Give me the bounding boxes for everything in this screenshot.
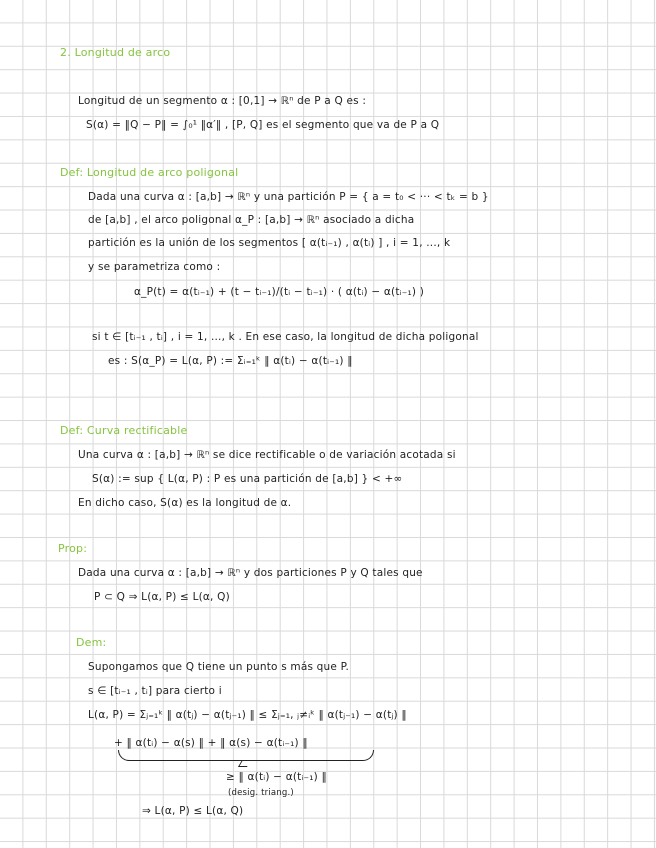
prop-heading: Prop: [58,542,88,555]
dem-line: Supongamos que Q tiene un punto s más que P. [88,661,350,673]
dem-triangle-bound: ≥ ‖ α(tᵢ) − α(tᵢ₋₁) ‖ [226,771,327,783]
def-polygonal-line: de [a,b] , el arco poligonal α_P : [a,b] → ℝⁿ asociado a dicha [88,214,415,226]
def-rectifiable-line: En dicho caso, S(α) es la longitud de α. [78,497,292,509]
underbrace-tip [238,760,251,767]
def-polygonal-line: partición es la unión de los segmentos [ α(tᵢ₋₁) , α(tᵢ) ] , i = 1, ..., k [88,237,451,249]
def-polygonal-heading: Def: Longitud de arco poligonal [60,166,239,179]
segment-length-formula: S(α) = ‖Q − P‖ = ∫₀¹ ‖α′‖ , [P, Q] es el segmento que va de P a Q [86,119,440,131]
def-polygonal-line: si t ∈ [tᵢ₋₁ , tᵢ] , i = 1, ..., k . En ese caso, la longitud de dicha poligonal [92,331,479,343]
def-rectifiable-line: Una curva α : [a,b] → ℝⁿ se dice rectificable o de variación acotada si [78,449,456,461]
polygonal-parametrization-formula: α_P(t) = α(tᵢ₋₁) + (t − tᵢ₋₁)/(tᵢ − tᵢ₋₁) · ( α(tᵢ) − α(tᵢ₋₁) ) [134,286,425,298]
dem-heading: Dem: [76,636,107,649]
def-rectifiable-heading: Def: Curva rectificable [60,424,188,437]
rectifiable-sup-formula: S(α) := sup { L(α, P) : P es una partición de [a,b] } < +∞ [92,473,403,485]
prop-line: Dada una curva α : [a,b] → ℝⁿ y dos particiones P y Q tales que [78,567,423,579]
dem-extra-terms: + ‖ α(tᵢ) − α(s) ‖ + ‖ α(s) − α(tᵢ₋₁) ‖ [114,737,308,749]
dem-triangle-note: (desig. triang.) [228,788,294,798]
polygonal-length-formula: es : S(α_P) = L(α, P) := Σᵢ₌₁ᵏ ‖ α(tᵢ) − α(tᵢ₋₁) ‖ [108,355,353,367]
def-polygonal-line: y se parametriza como : [88,261,221,273]
section-title: 2. Longitud de arco [60,46,171,59]
segment-length-text: Longitud de un segmento α : [0,1] → ℝⁿ de P a Q es : [78,95,367,107]
dem-conclusion: ⇒ L(α, P) ≤ L(α, Q) [142,805,244,817]
dem-line: s ∈ [tᵢ₋₁ , tᵢ] para cierto i [88,685,222,697]
def-polygonal-line: Dada una curva α : [a,b] → ℝⁿ y una partición P = { a = t₀ < ··· < tₖ = b } [88,191,489,203]
dem-sum-inequality: L(α, P) = Σⱼ₌₁ᵏ ‖ α(tⱼ) − α(tⱼ₋₁) ‖ ≤ Σⱼ₌₁, ⱼ≠ᵢᵏ ‖ α(tⱼ₋₁) − α(tⱼ) ‖ [88,709,407,721]
prop-implication: P ⊂ Q ⇒ L(α, P) ≤ L(α, Q) [94,591,230,603]
